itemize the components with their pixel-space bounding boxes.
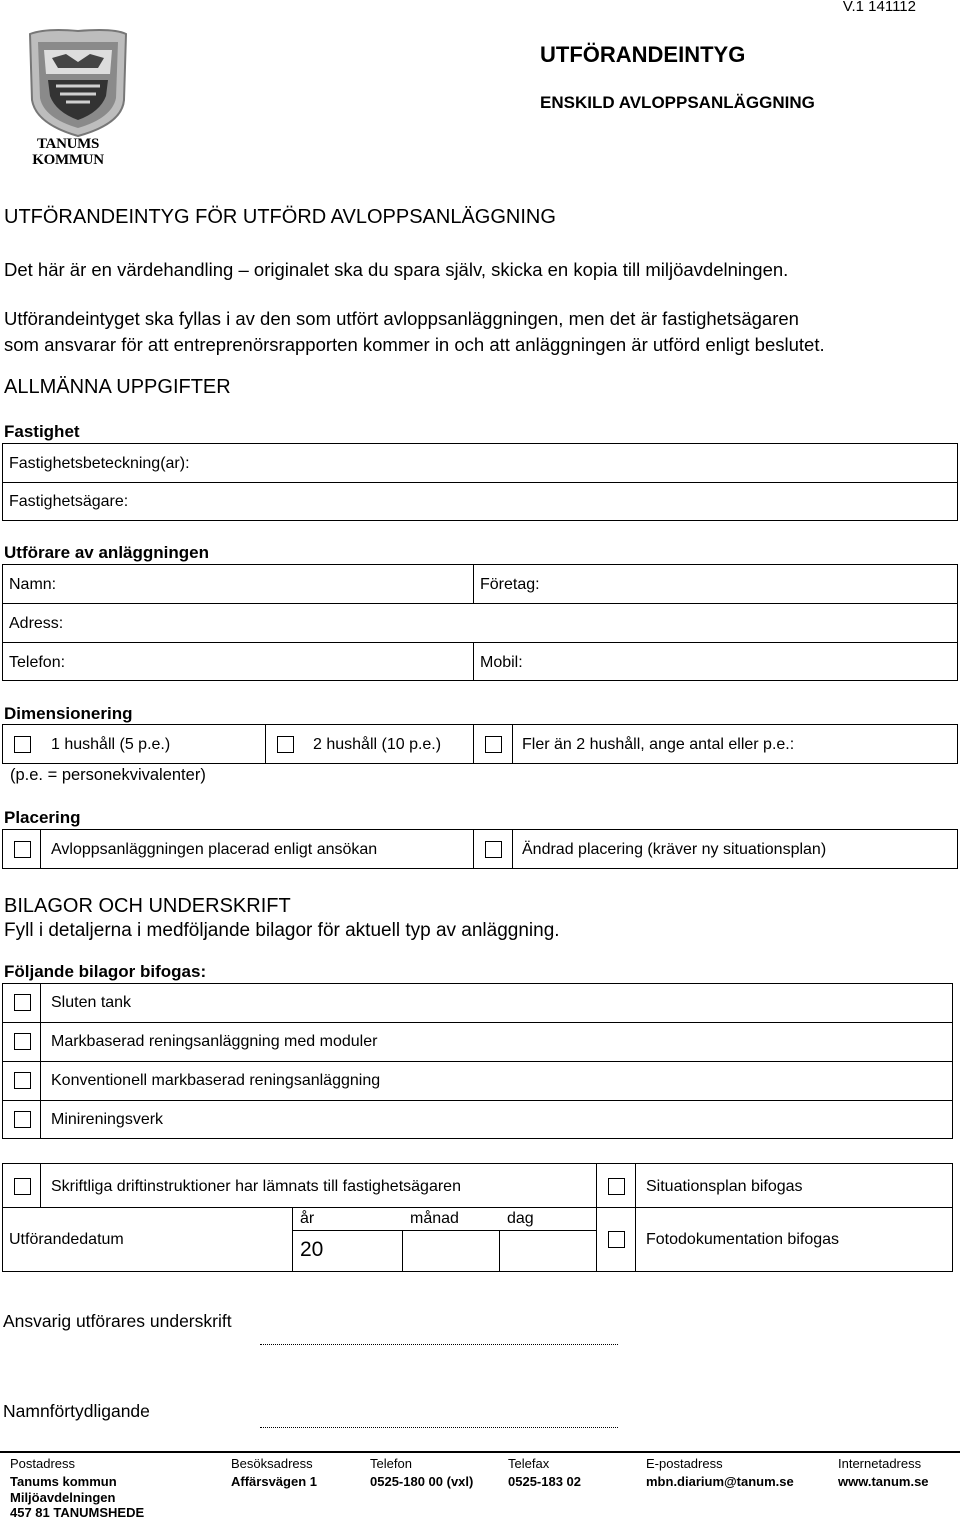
dimension-2-label: 2 hushåll (10 p.e.) [313, 736, 442, 753]
foto-label: Fotodokumentation bifogas [646, 1231, 840, 1248]
attachment-2-label: Markbaserad reningsanläggning med moduler [51, 1033, 378, 1050]
pe-note: (p.e. = personekvivalenter) [10, 766, 206, 784]
name-label: Namnförtydligande [3, 1401, 150, 1421]
telefon-field[interactable]: Telefon: [9, 654, 66, 671]
placement-1-checkbox[interactable] [14, 841, 31, 858]
footer-telefax: 0525-183 02 [508, 1474, 582, 1489]
month-label: månad [410, 1210, 459, 1227]
tanums-kommun-logo [22, 28, 134, 176]
attachments-heading: BILAGOR OCH UNDERSKRIFT [4, 895, 291, 917]
intro-heading: UTFÖRANDEINTYG FÖR UTFÖRD AVLOPPSANLÄGGNING [4, 206, 556, 228]
attachment-2-checkbox[interactable] [14, 1033, 31, 1050]
dimension-2-checkbox[interactable] [277, 736, 294, 753]
document-title: UTFÖRANDEINTYG [540, 42, 746, 67]
dimension-1-label: 1 hushåll (5 p.e.) [51, 736, 171, 753]
dimension-1-checkbox[interactable] [14, 736, 31, 753]
signature-line[interactable] [260, 1344, 618, 1345]
situationsplan-checkbox[interactable] [608, 1178, 625, 1195]
fastighetsbeteckning-field[interactable]: Fastighetsbeteckning(ar): [9, 455, 190, 472]
signature-label: Ansvarig utförares underskrift [3, 1311, 232, 1331]
footer-postadress-label: Postadress [10, 1456, 76, 1471]
footer-epost: mbn.diarium@tanum.se [646, 1474, 794, 1489]
adress-field[interactable]: Adress: [9, 615, 64, 632]
dimension-heading: Dimensionering [4, 704, 133, 723]
year-label: år [300, 1210, 315, 1227]
utforare-heading: Utförare av anläggningen [4, 543, 209, 562]
foto-checkbox[interactable] [608, 1231, 625, 1248]
fastighetsagare-field[interactable]: Fastighetsägare: [9, 493, 129, 510]
intro-line-2a: Utförandeintyget ska fyllas i av den som utfört avloppsanläggningen, men det är fastighetsägaren [4, 308, 799, 329]
date-label: Utförandedatum [9, 1231, 124, 1248]
general-heading: ALLMÄNNA UPPGIFTER [4, 376, 231, 398]
footer-telefax-label: Telefax [508, 1456, 550, 1471]
attachment-4-label: Minireningsverk [51, 1111, 164, 1128]
footer-postadress-2: Miljöavdelningen [10, 1490, 116, 1505]
intro-line-1: Det här är en värdehandling – originalet ska du spara själv, skicka en kopia till miljöavdelningen. [4, 259, 789, 280]
attachments-instruction: Fyll i detaljerna i medföljande bilagor för aktuell typ av anläggning. [4, 920, 560, 941]
attachment-3-label: Konventionell markbaserad reningsanläggning [51, 1072, 381, 1089]
foretag-field[interactable]: Företag: [480, 576, 540, 593]
instructions-label: Skriftliga driftinstruktioner har lämnats till fastighetsägaren [51, 1178, 461, 1195]
fastighet-heading: Fastighet [4, 422, 80, 441]
placement-heading: Placering [4, 808, 81, 827]
year-field[interactable]: 20 [300, 1238, 324, 1261]
mobil-field[interactable]: Mobil: [480, 654, 523, 671]
month-field[interactable] [405, 1232, 497, 1270]
footer-epost-label: E-postadress [646, 1456, 723, 1471]
logo-name-line1: TANUMS [36, 136, 100, 152]
footer-divider [0, 1451, 960, 1453]
attachment-1-checkbox[interactable] [14, 994, 31, 1011]
attachments-list-heading: Följande bilagor bifogas: [4, 962, 207, 981]
footer-telefon-label: Telefon [370, 1456, 412, 1471]
dimension-3-label: Fler än 2 hushåll, ange antal eller p.e.: [522, 736, 795, 753]
name-line[interactable] [260, 1427, 618, 1428]
version-label: V.1 141112 [842, 0, 916, 15]
instructions-checkbox[interactable] [14, 1178, 31, 1195]
placement-2-checkbox[interactable] [485, 841, 502, 858]
attachment-3-checkbox[interactable] [14, 1072, 31, 1089]
coat-of-arms-icon [26, 28, 130, 138]
footer-postadress-1: Tanums kommun [10, 1474, 117, 1489]
footer-besok: Affärsvägen 1 [231, 1474, 317, 1489]
dimension-3-checkbox[interactable] [485, 736, 502, 753]
document-subtitle: ENSKILD AVLOPPSANLÄGGNING [540, 93, 815, 112]
namn-field[interactable]: Namn: [9, 576, 57, 593]
attachment-1-label: Sluten tank [51, 994, 132, 1011]
intro-line-2b: som ansvarar för att entreprenörsrapporten kommer in och att anläggningen är utförd enligt beslutet. [4, 334, 825, 355]
situationsplan-label: Situationsplan bifogas [646, 1178, 803, 1195]
footer-postadress-3: 457 81 TANUMSHEDE [10, 1505, 145, 1519]
footer-besok-label: Besöksadress [231, 1456, 313, 1471]
footer-web-label: Internetadress [838, 1456, 922, 1471]
day-label: dag [507, 1210, 534, 1227]
footer-telefon: 0525-180 00 (vxl) [370, 1474, 474, 1489]
placement-2-label: Ändrad placering (kräver ny situationsplan) [522, 841, 827, 858]
placement-1-label: Avloppsanläggningen placerad enligt ansökan [51, 841, 378, 858]
footer-web: www.tanum.se [838, 1474, 929, 1489]
logo-name-line2: KOMMUN [32, 152, 104, 168]
day-field[interactable] [502, 1232, 594, 1270]
attachment-4-checkbox[interactable] [14, 1111, 31, 1128]
